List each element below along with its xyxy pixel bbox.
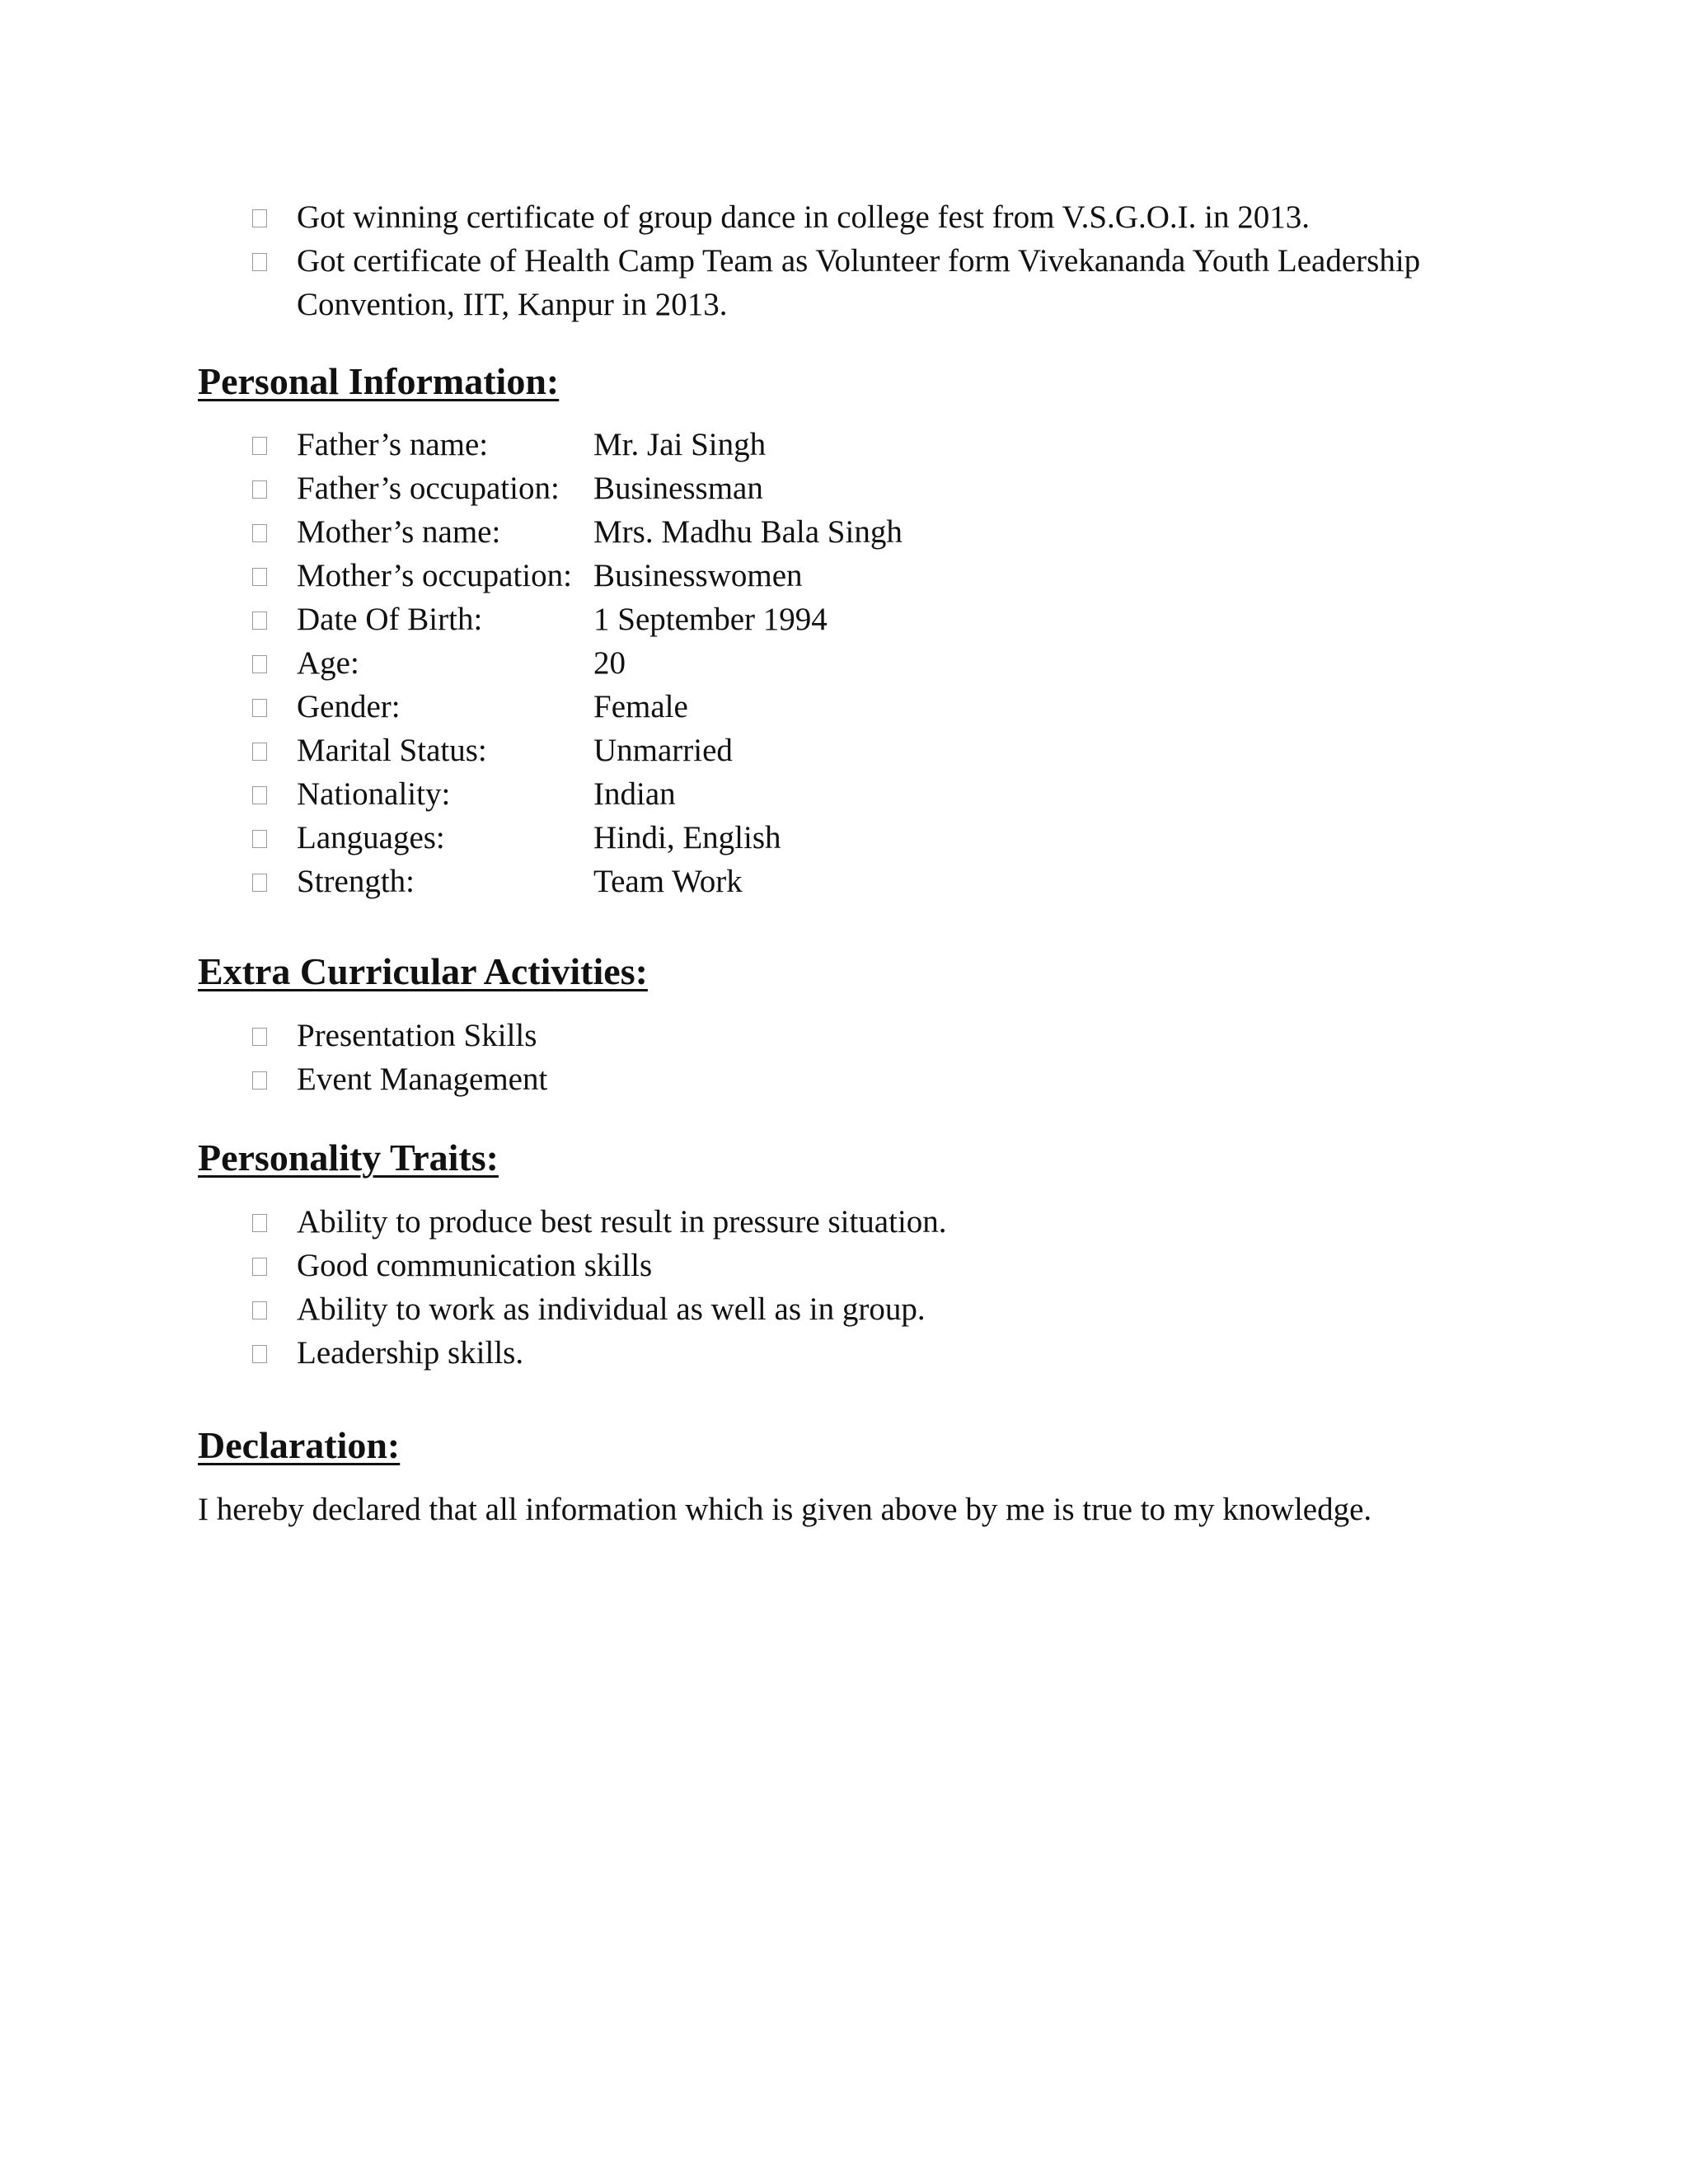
info-row-fathers-name (198, 423, 1490, 466)
declaration-text: I hereby declared that all information which is given above by me is true to my knowledge. (198, 1492, 1372, 1527)
info-label: Mother’s occupation: (297, 558, 572, 593)
info-value: Mrs. Madhu Bala Singh (593, 514, 903, 550)
personality-traits-heading: Personality Traits: (198, 1137, 499, 1179)
info-value: Team Work (593, 864, 743, 899)
activity-text: Presentation Skills (297, 1018, 537, 1053)
info-label: Date Of Birth: (297, 602, 483, 637)
trait-text: Leadership skills. (297, 1335, 524, 1371)
info-label: Age: (297, 645, 359, 681)
info-value: Mr. Jai Singh (593, 427, 767, 462)
bullet-box-icon (252, 253, 267, 271)
bullet-box-icon (252, 1258, 267, 1276)
info-label: Gender: (297, 689, 401, 724)
info-row-gender (198, 685, 1490, 729)
info-value: 20 (593, 645, 626, 681)
info-value: Businessman (593, 471, 763, 506)
bullet-box-icon (252, 1071, 267, 1090)
awards-list (198, 195, 1490, 326)
bullet-box-icon (252, 1301, 267, 1319)
personality-traits-list (198, 1200, 1490, 1375)
info-row-strength (198, 860, 1490, 903)
info-row-languages (198, 816, 1490, 860)
trait-text: Ability to produce best result in pressure situation. (297, 1204, 947, 1240)
info-value: Indian (593, 776, 676, 812)
declaration-heading: Declaration: (198, 1424, 401, 1466)
bullet-box-icon (252, 743, 267, 761)
list-item (198, 195, 1490, 239)
award-text: Got certificate of Health Camp Team as Volunteer form Vivekananda Youth Leadership Convention, IIT, Kanpur in 2013. (297, 243, 1421, 322)
bullet-box-icon (252, 480, 267, 499)
trait-text: Good communication skills (297, 1248, 653, 1283)
info-value: Unmarried (593, 733, 733, 768)
bullet-box-icon (252, 699, 267, 717)
bullet-box-icon (252, 209, 267, 227)
info-value: 1 September 1994 (593, 602, 828, 637)
list-item (198, 1331, 1490, 1375)
info-row-fathers-occupation (198, 466, 1490, 510)
bullet-box-icon (252, 1214, 267, 1232)
info-value: Businesswomen (593, 558, 803, 593)
info-row-nationality (198, 772, 1490, 816)
bullet-box-icon (252, 830, 267, 848)
list-item (198, 1014, 1490, 1057)
bullet-box-icon (252, 1028, 267, 1046)
trait-text: Ability to work as individual as well as in group. (297, 1291, 926, 1327)
bullet-box-icon (252, 874, 267, 892)
bullet-box-icon (252, 1345, 267, 1363)
personal-information-list (198, 423, 1490, 903)
activity-text: Event Management (297, 1062, 548, 1097)
info-row-mothers-name (198, 510, 1490, 554)
list-item (198, 239, 1490, 326)
bullet-box-icon (252, 786, 267, 804)
list-item (198, 1057, 1490, 1101)
extra-curricular-heading: Extra Curricular Activities: (198, 950, 648, 992)
info-label: Languages: (297, 820, 445, 855)
bullet-box-icon (252, 568, 267, 586)
bullet-box-icon (252, 655, 267, 673)
list-item (198, 1200, 1490, 1244)
info-value: Female (593, 689, 688, 724)
bullet-box-icon (252, 612, 267, 630)
info-value: Hindi, English (593, 820, 781, 855)
info-row-mothers-occupation (198, 554, 1490, 598)
list-item (198, 1287, 1490, 1331)
info-label: Father’s name: (297, 427, 489, 462)
info-label: Nationality: (297, 776, 451, 812)
info-row-date-of-birth (198, 598, 1490, 641)
info-label: Strength: (297, 864, 415, 899)
info-label: Mother’s name: (297, 514, 501, 550)
info-row-age (198, 641, 1490, 685)
bullet-box-icon (252, 437, 267, 455)
info-label: Marital Status: (297, 733, 487, 768)
bullet-box-icon (252, 524, 267, 542)
list-item (198, 1244, 1490, 1287)
personal-information-heading: Personal Information: (198, 360, 560, 402)
info-row-marital-status (198, 729, 1490, 772)
award-text: Got winning certificate of group dance in college fest from V.S.G.O.I. in 2013. (297, 199, 1310, 235)
info-label: Father’s occupation: (297, 471, 560, 506)
extra-curricular-list (198, 1014, 1490, 1101)
